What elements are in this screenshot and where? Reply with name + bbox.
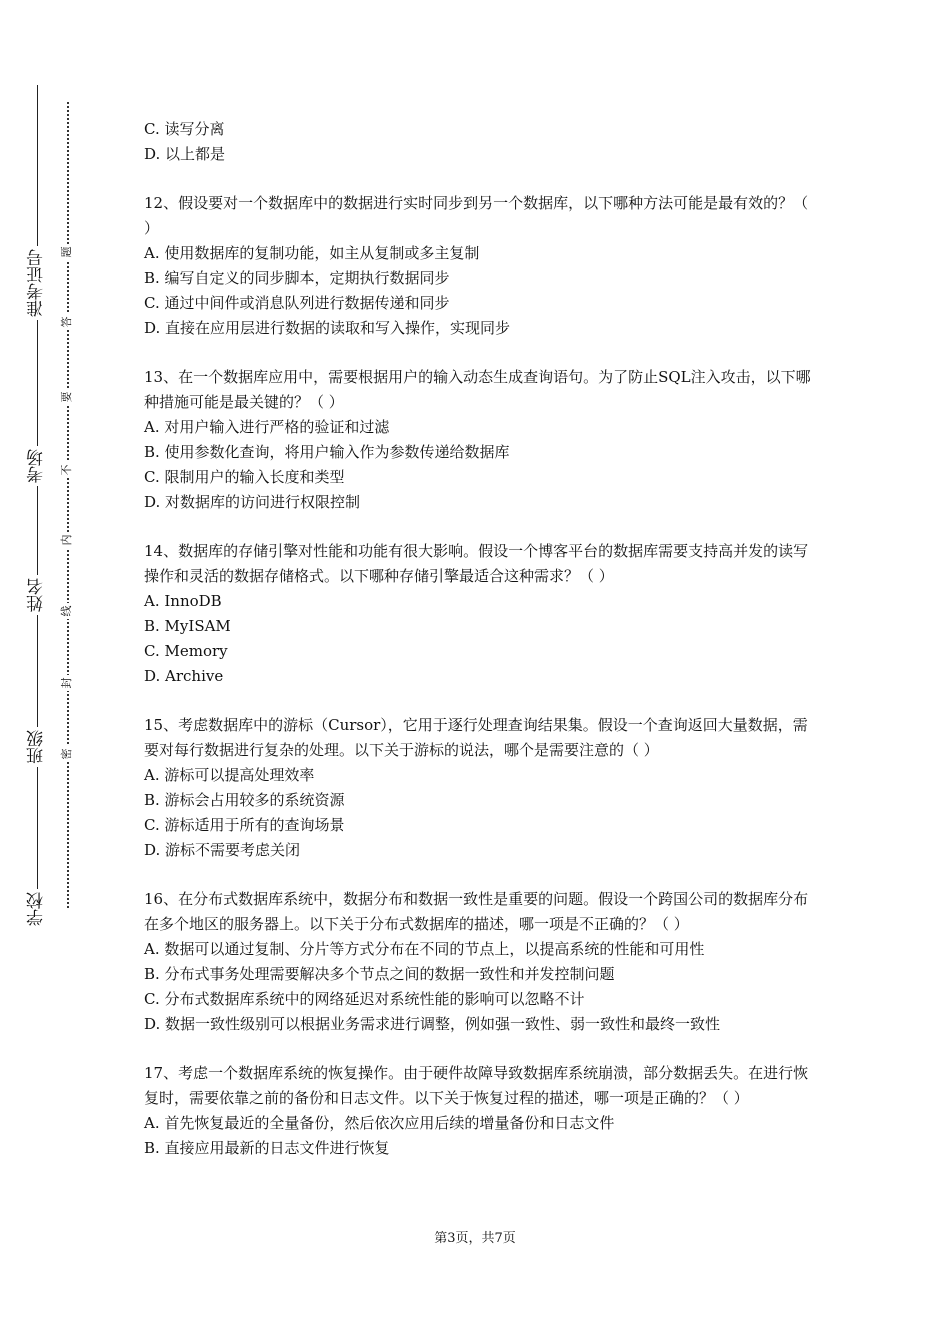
seal-char: 封	[58, 675, 76, 691]
page-number: 第3页，共7页	[434, 1231, 516, 1246]
option: B. 使用参数化查询，将用户输入作为参数传递给数据库	[144, 443, 510, 461]
option: B. 编写自定义的同步脚本，定期执行数据同步	[144, 269, 450, 287]
question-12	[144, 191, 820, 341]
option: D. 游标不需要考虑关闭	[144, 841, 301, 859]
option: D. Archive	[144, 667, 224, 685]
option: C. 分布式数据库系统中的网络延迟对系统性能的影响可以忽略不计	[144, 990, 585, 1008]
seal-char: 线	[58, 603, 76, 619]
option: B. 分布式事务处理需要解决多个节点之间的数据一致性和并发控制问题	[144, 965, 615, 983]
option: C. 游标适用于所有的查询场景	[144, 816, 345, 834]
option: A. InnoDB	[144, 592, 222, 610]
field-class-label: 班级	[22, 727, 52, 767]
question-15	[144, 713, 820, 863]
option: D. 以上都是	[144, 145, 226, 163]
option: C. Memory	[144, 642, 228, 660]
question-stem: 17、考虑一个数据库系统的恢复操作。由于硬件故障导致数据库系统崩溃，部分数据丢失。在进行恢复时，需要依靠之前的备份和日志文件。以下关于恢复过程的描述，哪一项是正确的？（ ）	[144, 1064, 809, 1107]
seal-dotted-line	[67, 102, 69, 908]
binding-margin	[0, 0, 95, 1344]
option: A. 对用户输入进行严格的验证和过滤	[144, 418, 390, 436]
option: B. MyISAM	[144, 617, 231, 635]
option: A. 游标可以提高处理效率	[144, 766, 315, 784]
seal-char: 不	[58, 462, 76, 478]
question-14	[144, 539, 820, 689]
question-stem: 16、在分布式数据库系统中，数据分布和数据一致性是重要的问题。假设一个跨国公司的数据库分布在多个地区的服务器上。以下关于分布式数据库的描述，哪一项是不正确的？（ ）	[144, 890, 809, 933]
field-exam-number-label: 准考证号	[22, 246, 52, 320]
option: D. 数据一致性级别可以根据业务需求进行调整，例如强一致性、弱一致性和最终一致性	[144, 1015, 721, 1033]
question-16	[144, 887, 820, 1037]
option: D. 直接在应用层进行数据的读取和写入操作，实现同步	[144, 319, 511, 337]
exam-content	[144, 117, 820, 1185]
option: B. 游标会占用较多的系统资源	[144, 791, 345, 809]
field-exam-room-label: 考场	[22, 446, 52, 486]
option: A. 首先恢复最近的全量备份，然后依次应用后续的增量备份和日志文件	[144, 1114, 615, 1132]
option: C. 通过中间件或消息队列进行数据传递和同步	[144, 294, 450, 312]
seal-char: 内	[58, 532, 76, 548]
binding-solid-line	[37, 85, 38, 925]
option: C. 限制用户的输入长度和类型	[144, 468, 345, 486]
option: A. 使用数据库的复制功能，如主从复制或多主复制	[144, 244, 480, 262]
seal-char: 题	[58, 244, 76, 260]
field-name-label: 姓名	[22, 575, 52, 615]
seal-char: 要	[58, 389, 76, 405]
question-13	[144, 365, 820, 515]
question-stem: 15、考虑数据库中的游标（Cursor），它用于逐行处理查询结果集。假设一个查询返回大量数据，需要对每行数据进行复杂的处理。以下关于游标的说法，哪个是需要注意的（ ）	[144, 716, 808, 759]
question-11-continued	[144, 117, 820, 167]
option: B. 直接应用最新的日志文件进行恢复	[144, 1139, 390, 1157]
question-stem: 12、假设要对一个数据库中的数据进行实时同步到另一个数据库，以下哪种方法可能是最有效的？（ ）	[144, 194, 809, 237]
field-school-label: 学校	[22, 889, 52, 929]
option: D. 对数据库的访问进行权限控制	[144, 493, 361, 511]
question-17	[144, 1061, 820, 1161]
question-stem: 13、在一个数据库应用中，需要根据用户的输入动态生成查询语句。为了防止SQL注入攻击，以下哪种措施可能是最关键的？（ ）	[144, 368, 811, 411]
seal-char: 密	[58, 746, 76, 762]
option: C. 读写分离	[144, 120, 225, 138]
question-stem: 14、数据库的存储引擎对性能和功能有很大影响。假设一个博客平台的数据库需要支持高并发的读写操作和灵活的数据存储格式。以下哪种存储引擎最适合这种需求？（ ）	[144, 542, 809, 585]
seal-char: 答	[58, 314, 76, 330]
option: A. 数据可以通过复制、分片等方式分布在不同的节点上，以提高系统的性能和可用性	[144, 940, 705, 958]
